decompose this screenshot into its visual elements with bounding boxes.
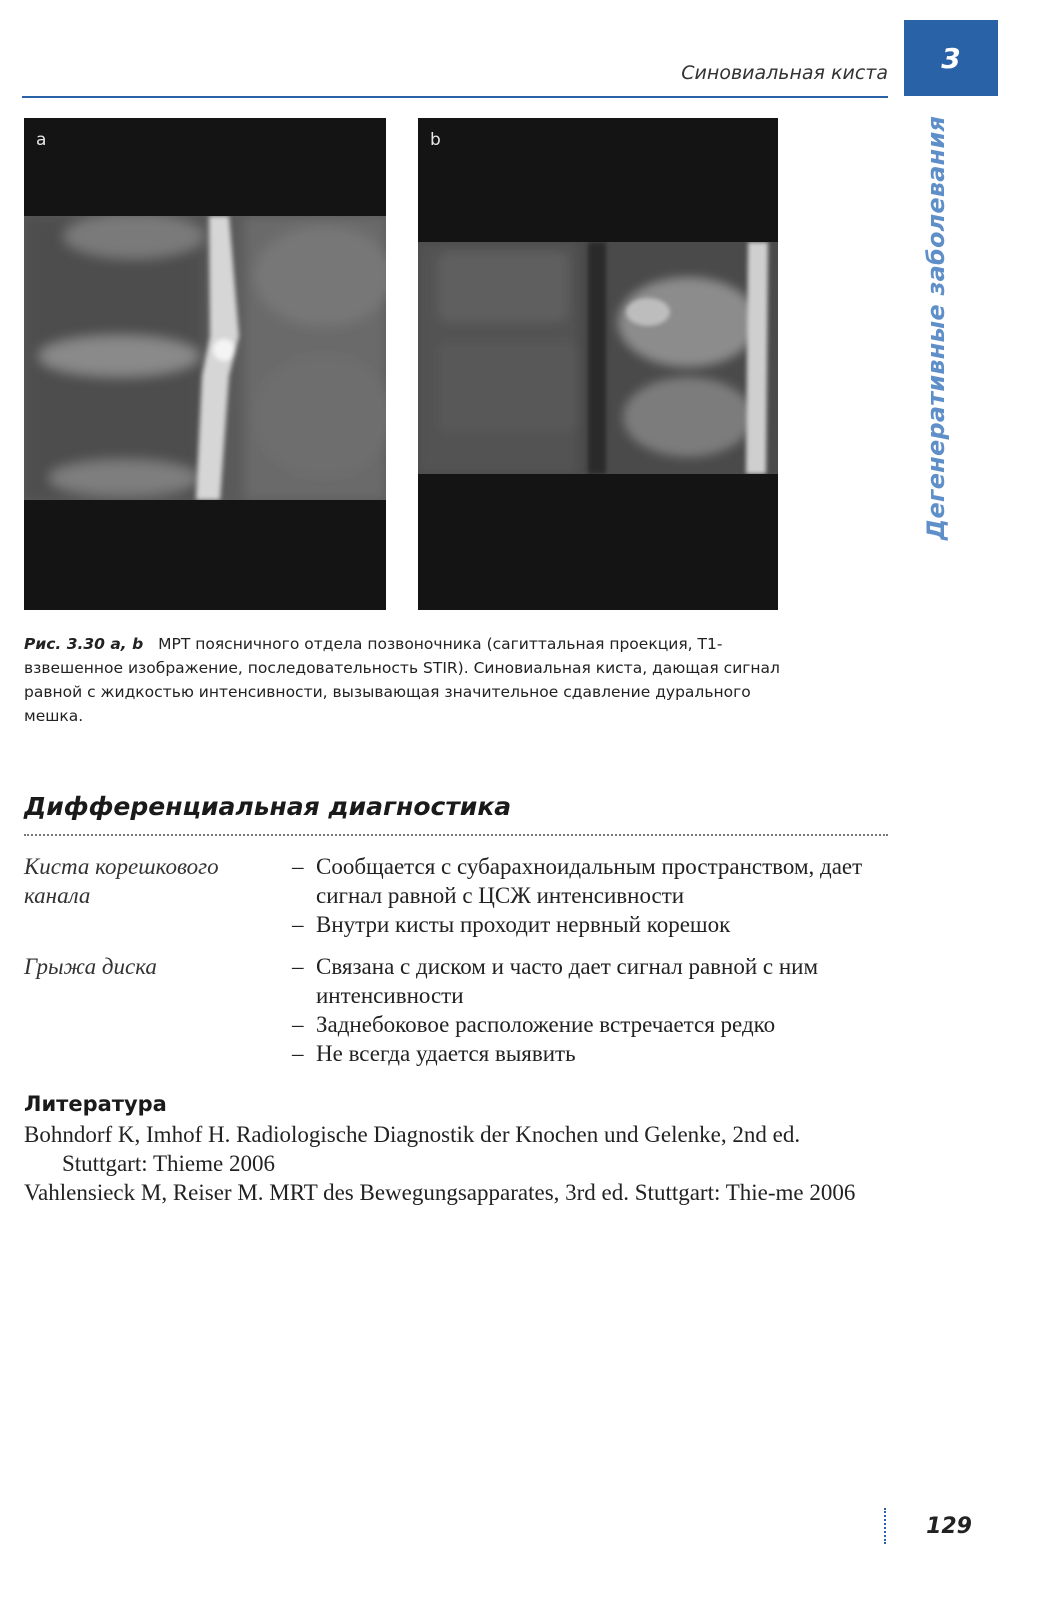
- dd-point: – Не всегда удается выявить: [290, 1039, 850, 1068]
- dd-term-disc-herniation: Грыжа диска: [24, 954, 157, 979]
- panel-label-a: a: [36, 130, 47, 150]
- dd-point: – Внутри кисты проходит нервный корешок: [290, 910, 900, 939]
- mri-image-b: [418, 118, 778, 610]
- side-chapter-title: Дегенеративные заболевания: [922, 115, 950, 541]
- reference-item: Vahlensieck M, Reiser M. MRT des Bewegungsapparates, 3rd ed. Stuttgart: Thie-me 2006: [24, 1180, 856, 1205]
- references-heading: Литература: [24, 1092, 167, 1116]
- chapter-tab: [904, 20, 998, 96]
- mri-scan-b: [418, 242, 778, 474]
- reference-item: Bohndorf K, Imhof H. Radiologische Diagnostik der Knochen und Gelenke, 2nd ed. Stuttgart: Thieme 2006: [24, 1122, 801, 1176]
- figure-caption: [24, 632, 794, 728]
- dd-point: – Заднебоковое расположение встречается редко: [290, 1010, 850, 1039]
- header-rule: [22, 96, 888, 98]
- chapter-number: 3: [941, 41, 961, 75]
- dd-points-root-canal-cyst: [290, 852, 900, 939]
- differential-heading: Дифференциальная диагностика: [24, 792, 512, 821]
- references-list: [24, 1120, 890, 1207]
- figure-caption-text: МРТ поясничного отдела позвоночника (сагиттальная проекция, T1-взвешенное изображение, последовательность STIR). Синовиальная киста, дающая сигнал равной с жидкостью интенсивности, вызывающая значительное сдавление дурального мешка.: [24, 635, 780, 725]
- dd-point: – Связана с диском и часто дает сигнал равной с ним интенсивности: [290, 952, 850, 1010]
- figure-caption-label: Рис. 3.30 a, b: [24, 635, 144, 653]
- dotted-divider: [24, 834, 888, 836]
- dd-term-root-canal-cyst: Киста корешкового канала: [24, 854, 219, 908]
- page-number: 129: [926, 1514, 972, 1539]
- mri-scan-a: [24, 216, 386, 500]
- dd-points-disc-herniation: [290, 952, 850, 1068]
- mri-image-a: [24, 118, 386, 610]
- running-header-title: Синовиальная киста: [681, 62, 888, 84]
- panel-label-b: b: [430, 130, 441, 150]
- side-chapter-title-wrap: [906, 115, 966, 541]
- dd-point: – Сообщается с субарахноидальным пространством, дает сигнал равной с ЦСЖ интенсивности: [290, 852, 900, 910]
- page-number-dots: [884, 1508, 886, 1544]
